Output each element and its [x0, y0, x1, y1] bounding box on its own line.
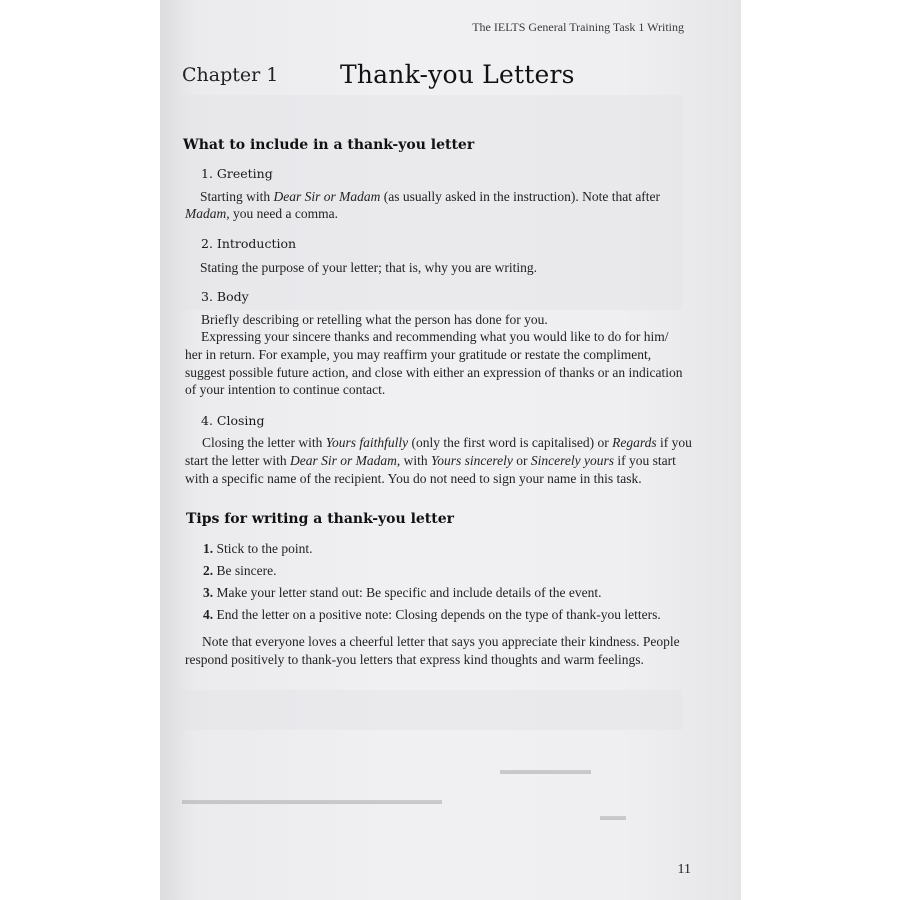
tip-item: [203, 562, 276, 580]
paragraph-line: of your intention to continue contact.: [185, 382, 386, 397]
subheading-introduction: 2. Introduction: [201, 236, 297, 251]
paragraph-line: with a specific name of the recipient. You do not need to sign your name in this task.: [185, 471, 642, 486]
paragraph-line: Starting with Dear Sir or Madam (as usually asked in the instruction). Note that after: [200, 189, 661, 204]
subheading-body: 3. Body: [201, 289, 249, 304]
tip-item: [203, 606, 661, 624]
subheading-closing: 4. Closing: [201, 413, 265, 428]
bleed-through-box-lower: [180, 690, 682, 730]
tip-text: Make your letter stand out: Be specific and include details of the event.: [216, 585, 602, 600]
tip-number: 3.: [203, 585, 214, 600]
note-line: Note that everyone loves a cheerful letter that says you appreciate their kindness. People: [202, 634, 680, 649]
tip-number: 4.: [203, 607, 214, 622]
page-number: 11: [677, 862, 691, 877]
tip-item: [203, 540, 313, 558]
book-page: [160, 0, 741, 900]
tip-number: 1.: [203, 541, 214, 556]
section-heading-tips: Tips for writing a thank-you letter: [186, 511, 455, 527]
bleed-through-text: ▬▬▬▬▬▬▬: [500, 762, 591, 777]
paragraph-line: Closing the letter with Yours faithfully (only the first word is capitalised) or Regards if you: [202, 435, 692, 450]
bleed-through-text: ▬▬: [600, 808, 626, 823]
paragraph-line: suggest possible future action, and close with either an expression of thanks or an indication: [185, 365, 683, 380]
note-line: respond positively to thank-you letters that express kind thoughts and warm feelings.: [185, 652, 644, 667]
section-heading-include: What to include in a thank-you letter: [183, 137, 475, 153]
bleed-through-text: ▬▬▬▬▬▬▬▬▬▬▬▬▬▬▬▬▬▬▬▬: [182, 792, 442, 807]
paragraph-line: her in return. For example, you may reaffirm your gratitude or restate the compliment,: [185, 347, 652, 362]
tip-item: [203, 584, 602, 602]
chapter-label: Chapter 1: [182, 64, 279, 86]
chapter-title: Thank-you Letters: [340, 60, 575, 89]
paragraph-line: Madam, you need a comma.: [185, 206, 338, 221]
tip-text: Stick to the point.: [216, 541, 313, 556]
tip-text: End the letter on a positive note: Closing depends on the type of thank-you letters.: [216, 607, 661, 622]
paragraph-line: Expressing your sincere thanks and recommending what you would like to do for him/: [201, 329, 669, 344]
tip-text: Be sincere.: [216, 563, 277, 578]
tip-number: 2.: [203, 563, 214, 578]
running-header: The IELTS General Training Task 1 Writing: [472, 20, 684, 34]
paragraph-line: Stating the purpose of your letter; that is, why you are writing.: [200, 260, 538, 275]
subheading-greeting: 1. Greeting: [201, 166, 273, 181]
paragraph-line: start the letter with Dear Sir or Madam, with Yours sincerely or Sincerely yours if you start: [185, 453, 676, 468]
paragraph-line: Briefly describing or retelling what the person has done for you.: [201, 312, 548, 327]
